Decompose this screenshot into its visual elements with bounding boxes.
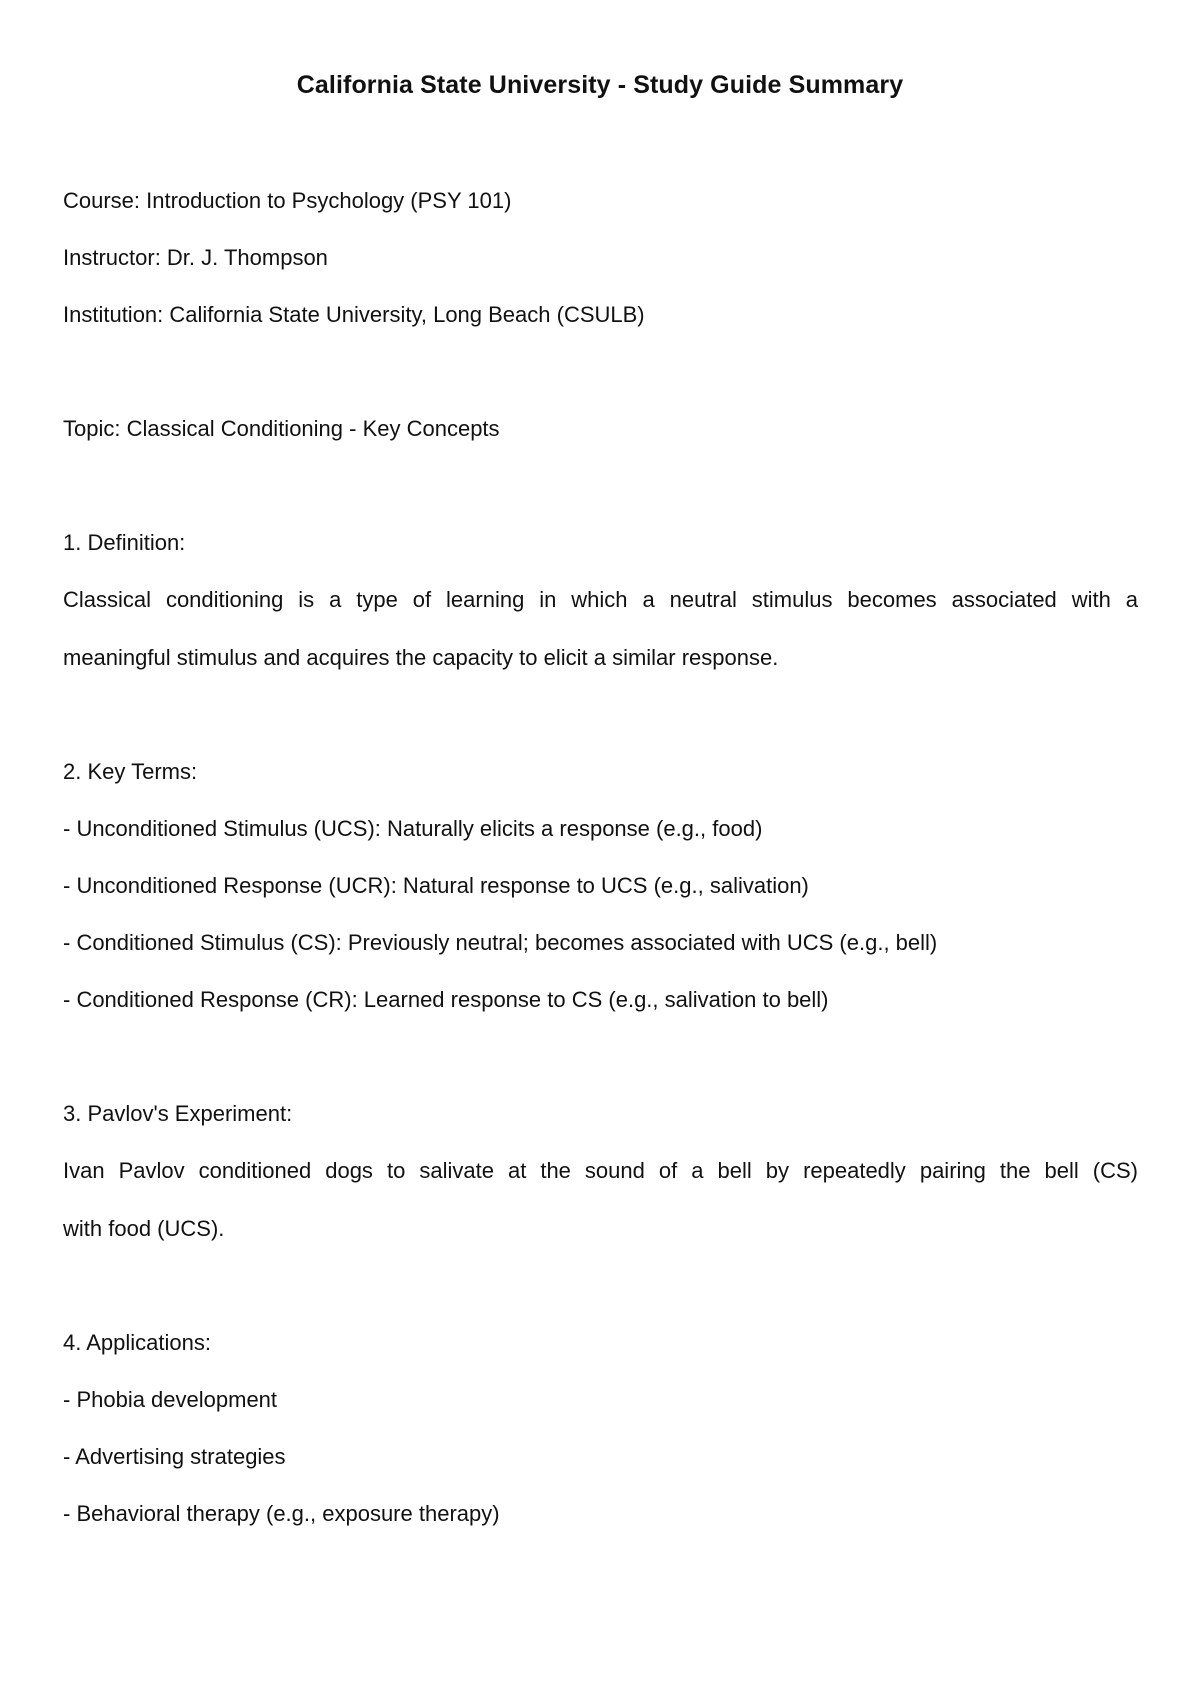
key-term-item: - Conditioned Stimulus (CS): Previously neutral; becomes associated with UCS (e.g., bell) [63, 930, 938, 955]
experiment-text-line: with food (UCS). [63, 1216, 225, 1241]
experiment-heading: 3. Pavlov's Experiment: [63, 1101, 293, 1126]
application-item: - Behavioral therapy (e.g., exposure therapy) [63, 1501, 500, 1526]
definition-text-line: meaningful stimulus and acquires the capacity to elicit a similar response. [63, 645, 779, 670]
key-term-item: - Unconditioned Response (UCR): Natural response to UCS (e.g., salivation) [63, 873, 809, 898]
instructor-line: Instructor: Dr. J. Thompson [63, 245, 328, 270]
document-title: California State University - Study Guide Summary [296, 71, 904, 99]
topic-line: Topic: Classical Conditioning - Key Concepts [63, 416, 500, 441]
course-line: Course: Introduction to Psychology (PSY 101) [63, 188, 512, 213]
institution-line: Institution: California State University, Long Beach (CSULB) [63, 302, 645, 327]
application-item: - Advertising strategies [63, 1444, 286, 1469]
key-terms-heading: 2. Key Terms: [63, 759, 198, 784]
applications-heading: 4. Applications: [63, 1330, 211, 1355]
definition-text-line: Classical conditioning is a type of learning in which a neutral stimulus becomes associated with a [63, 587, 1138, 612]
key-term-item: - Unconditioned Stimulus (UCS): Naturally elicits a response (e.g., food) [63, 816, 763, 841]
definition-heading: 1. Definition: [63, 530, 186, 555]
key-term-item: - Conditioned Response (CR): Learned response to CS (e.g., salivation to bell) [63, 987, 829, 1012]
experiment-text-line: Ivan Pavlov conditioned dogs to salivate at the sound of a bell by repeatedly pairing the bell (CS) [63, 1158, 1138, 1183]
application-item: - Phobia development [63, 1387, 278, 1412]
